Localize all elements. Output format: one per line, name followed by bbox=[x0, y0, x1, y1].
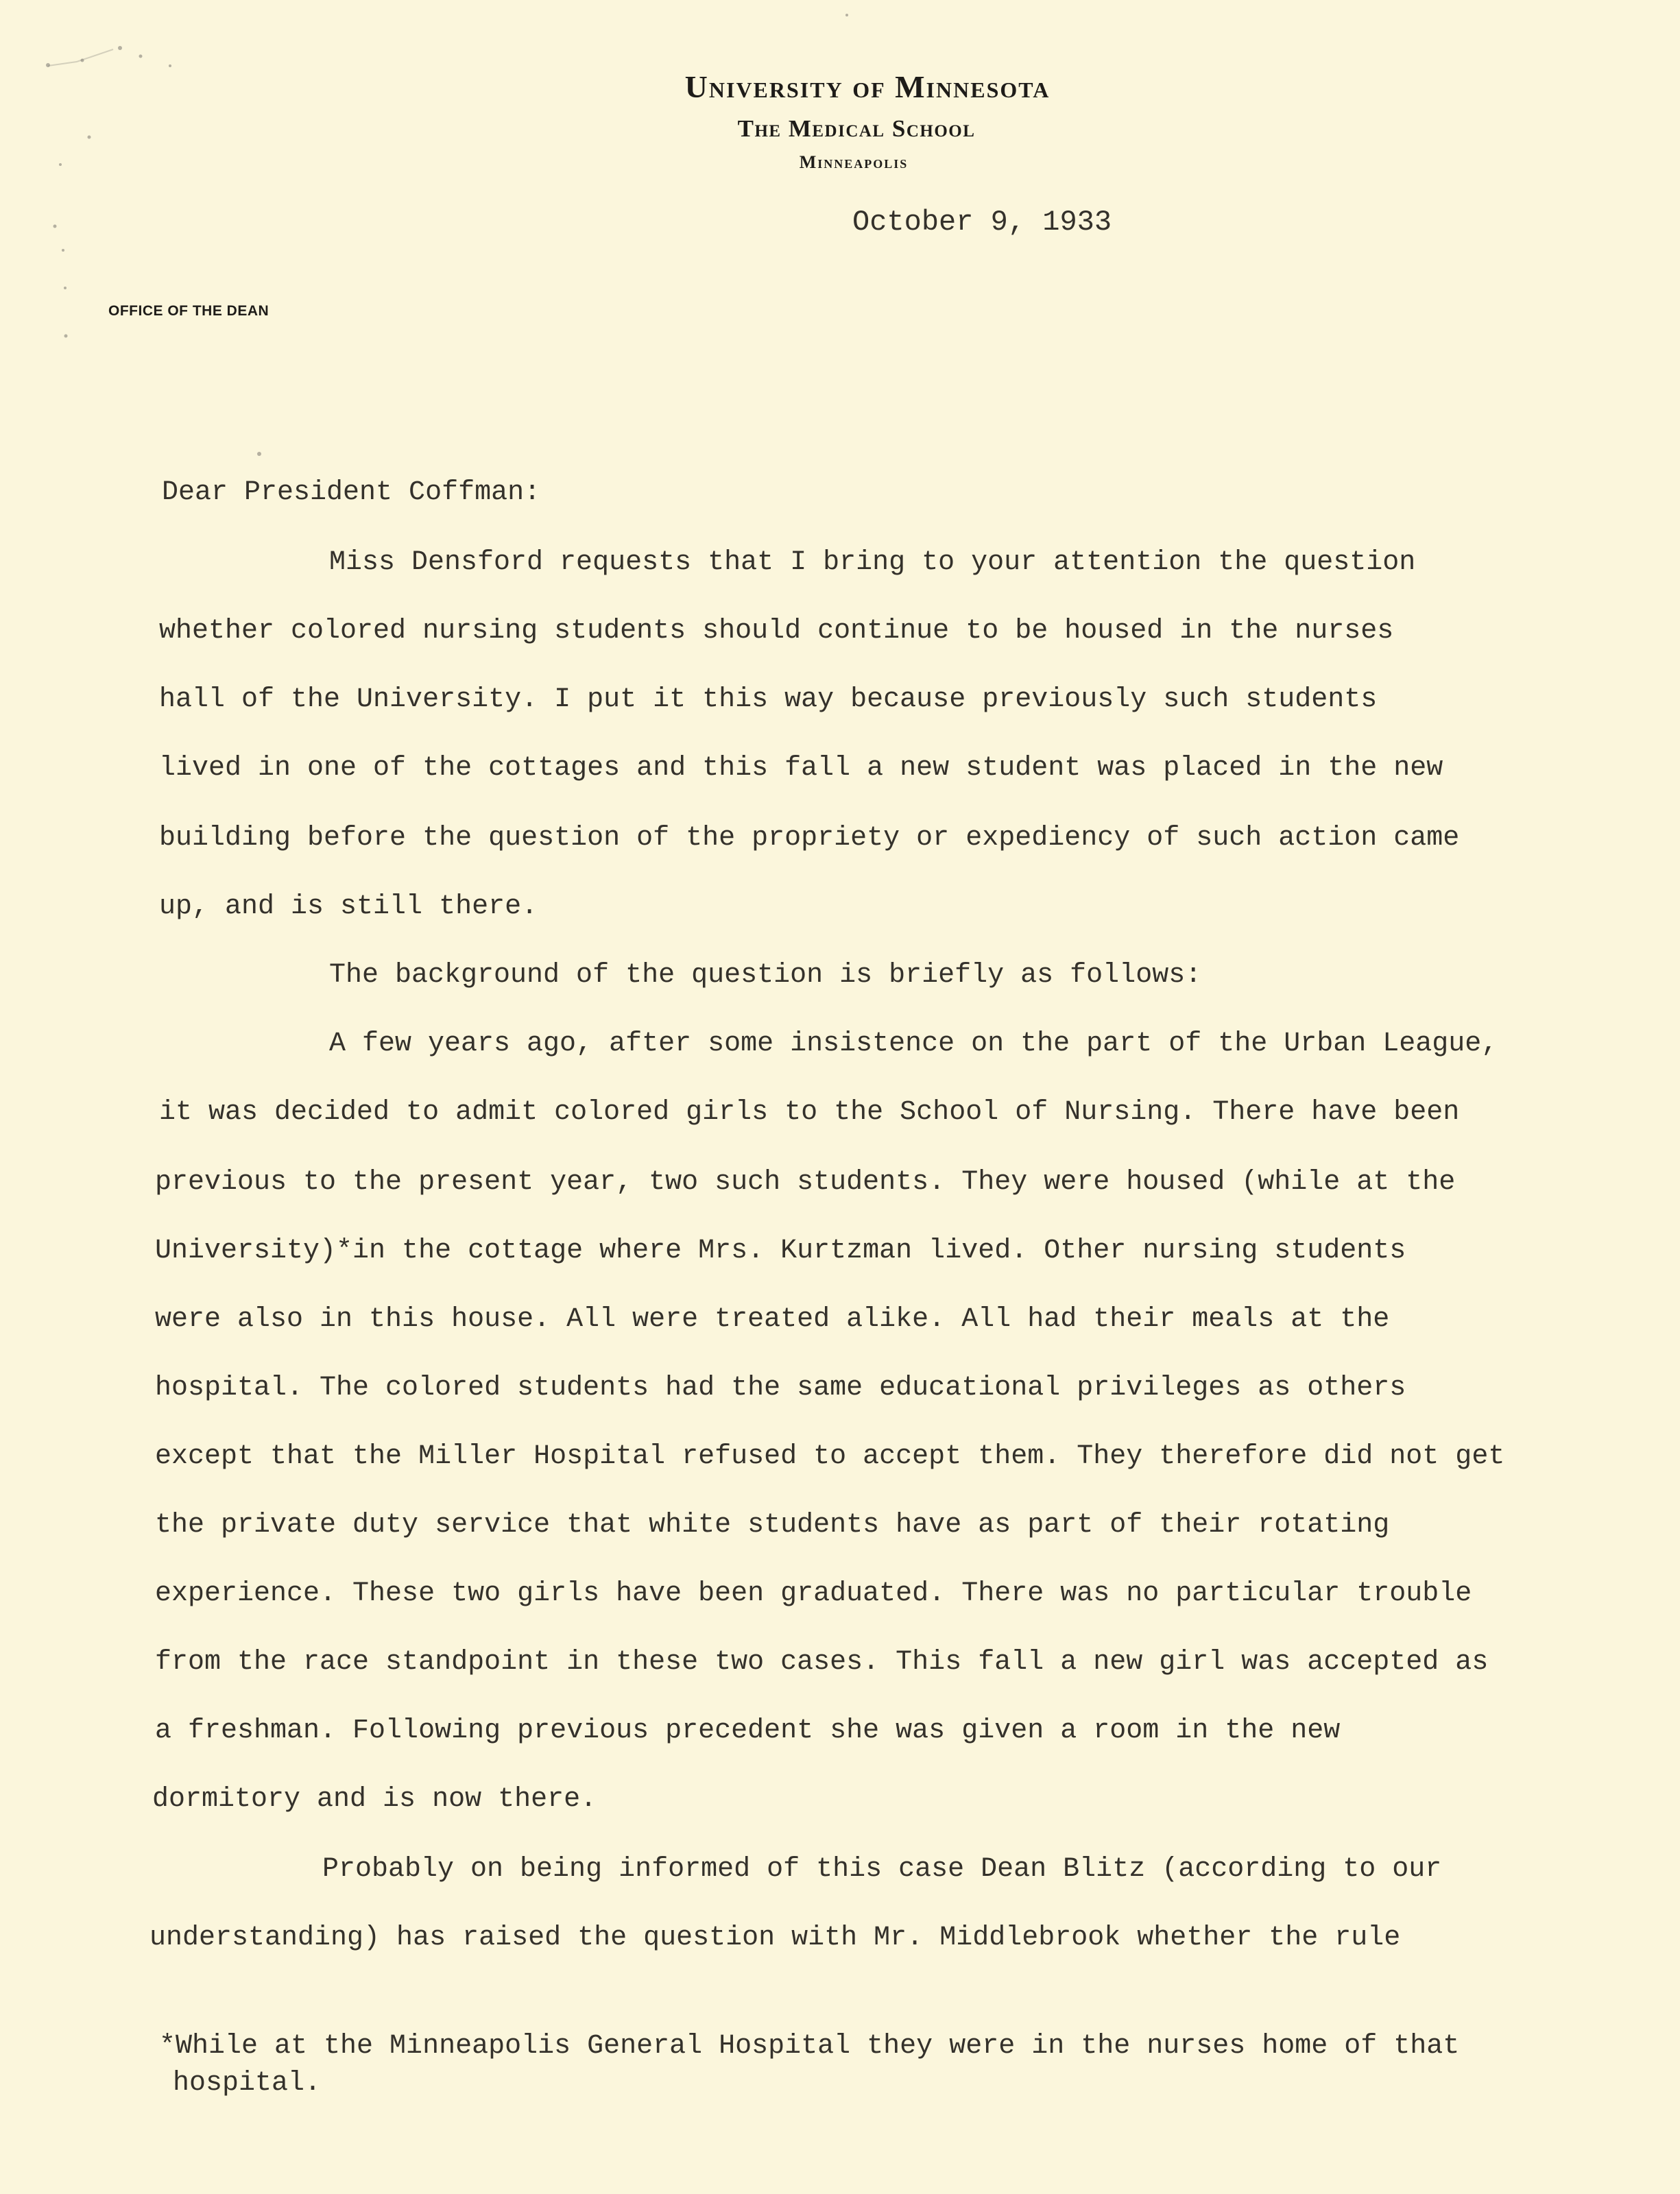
body-line: whether colored nursing students should continue to be housed in the nurses bbox=[159, 616, 1394, 647]
body-line: hall of the University. I put it this way because previously such students bbox=[159, 684, 1378, 715]
body-line: understanding) has raised the question with Mr. Middlebrook whether the rule bbox=[149, 1922, 1401, 1953]
body-line: dormitory and is now there. bbox=[152, 1784, 597, 1815]
body-line: it was decided to admit colored girls to the School of Nursing. There have been bbox=[159, 1097, 1460, 1128]
salutation: Dear President Coffman: bbox=[162, 477, 541, 508]
body-line: experience. These two girls have been graduated. There was no particular trouble bbox=[155, 1578, 1472, 1609]
university-name: University of Minnesota bbox=[684, 69, 1051, 104]
body-line: lived in one of the cottages and this fall a new student was placed in the new bbox=[159, 753, 1443, 784]
body-line: Probably on being informed of this case Dean Blitz (according to our bbox=[322, 1854, 1442, 1885]
body-line: were also in this house. All were treated alike. All had their meals at the bbox=[155, 1304, 1390, 1335]
footnote-line: *While at the Minneapolis General Hospital they were in the nurses home of that bbox=[159, 2031, 1460, 2062]
body-line: The background of the question is briefly as follows: bbox=[329, 960, 1202, 991]
body-line: from the race standpoint in these two cases. This fall a new girl was accepted as bbox=[155, 1647, 1489, 1678]
body-line: the private duty service that white students have as part of their rotating bbox=[155, 1510, 1390, 1541]
body-line: building before the question of the propriety or expediency of such action came bbox=[159, 823, 1460, 854]
body-line: Miss Densford requests that I bring to your attention the question bbox=[329, 547, 1416, 578]
school-name: The Medical School bbox=[737, 115, 976, 142]
body-line: University)*in the cottage where Mrs. Kurtzman lived. Other nursing students bbox=[155, 1235, 1406, 1266]
body-line: A few years ago, after some insistence on the part of the Urban League, bbox=[329, 1028, 1498, 1059]
body-line: a freshman. Following previous precedent she was given a room in the new bbox=[155, 1715, 1341, 1746]
office-of-dean: OFFICE OF THE DEAN bbox=[108, 303, 269, 319]
footnote-line: hospital. bbox=[173, 2068, 322, 2099]
body-line: hospital. The colored students had the same educational privileges as others bbox=[155, 1373, 1406, 1403]
body-line: up, and is still there. bbox=[159, 891, 538, 922]
body-line: except that the Miller Hospital refused to accept them. They therefore did not get bbox=[155, 1441, 1505, 1472]
letter-date: October 9, 1933 bbox=[852, 206, 1112, 239]
city-name: Minneapolis bbox=[799, 152, 909, 172]
body-line: previous to the present year, two such students. They were housed (while at the bbox=[155, 1167, 1456, 1198]
